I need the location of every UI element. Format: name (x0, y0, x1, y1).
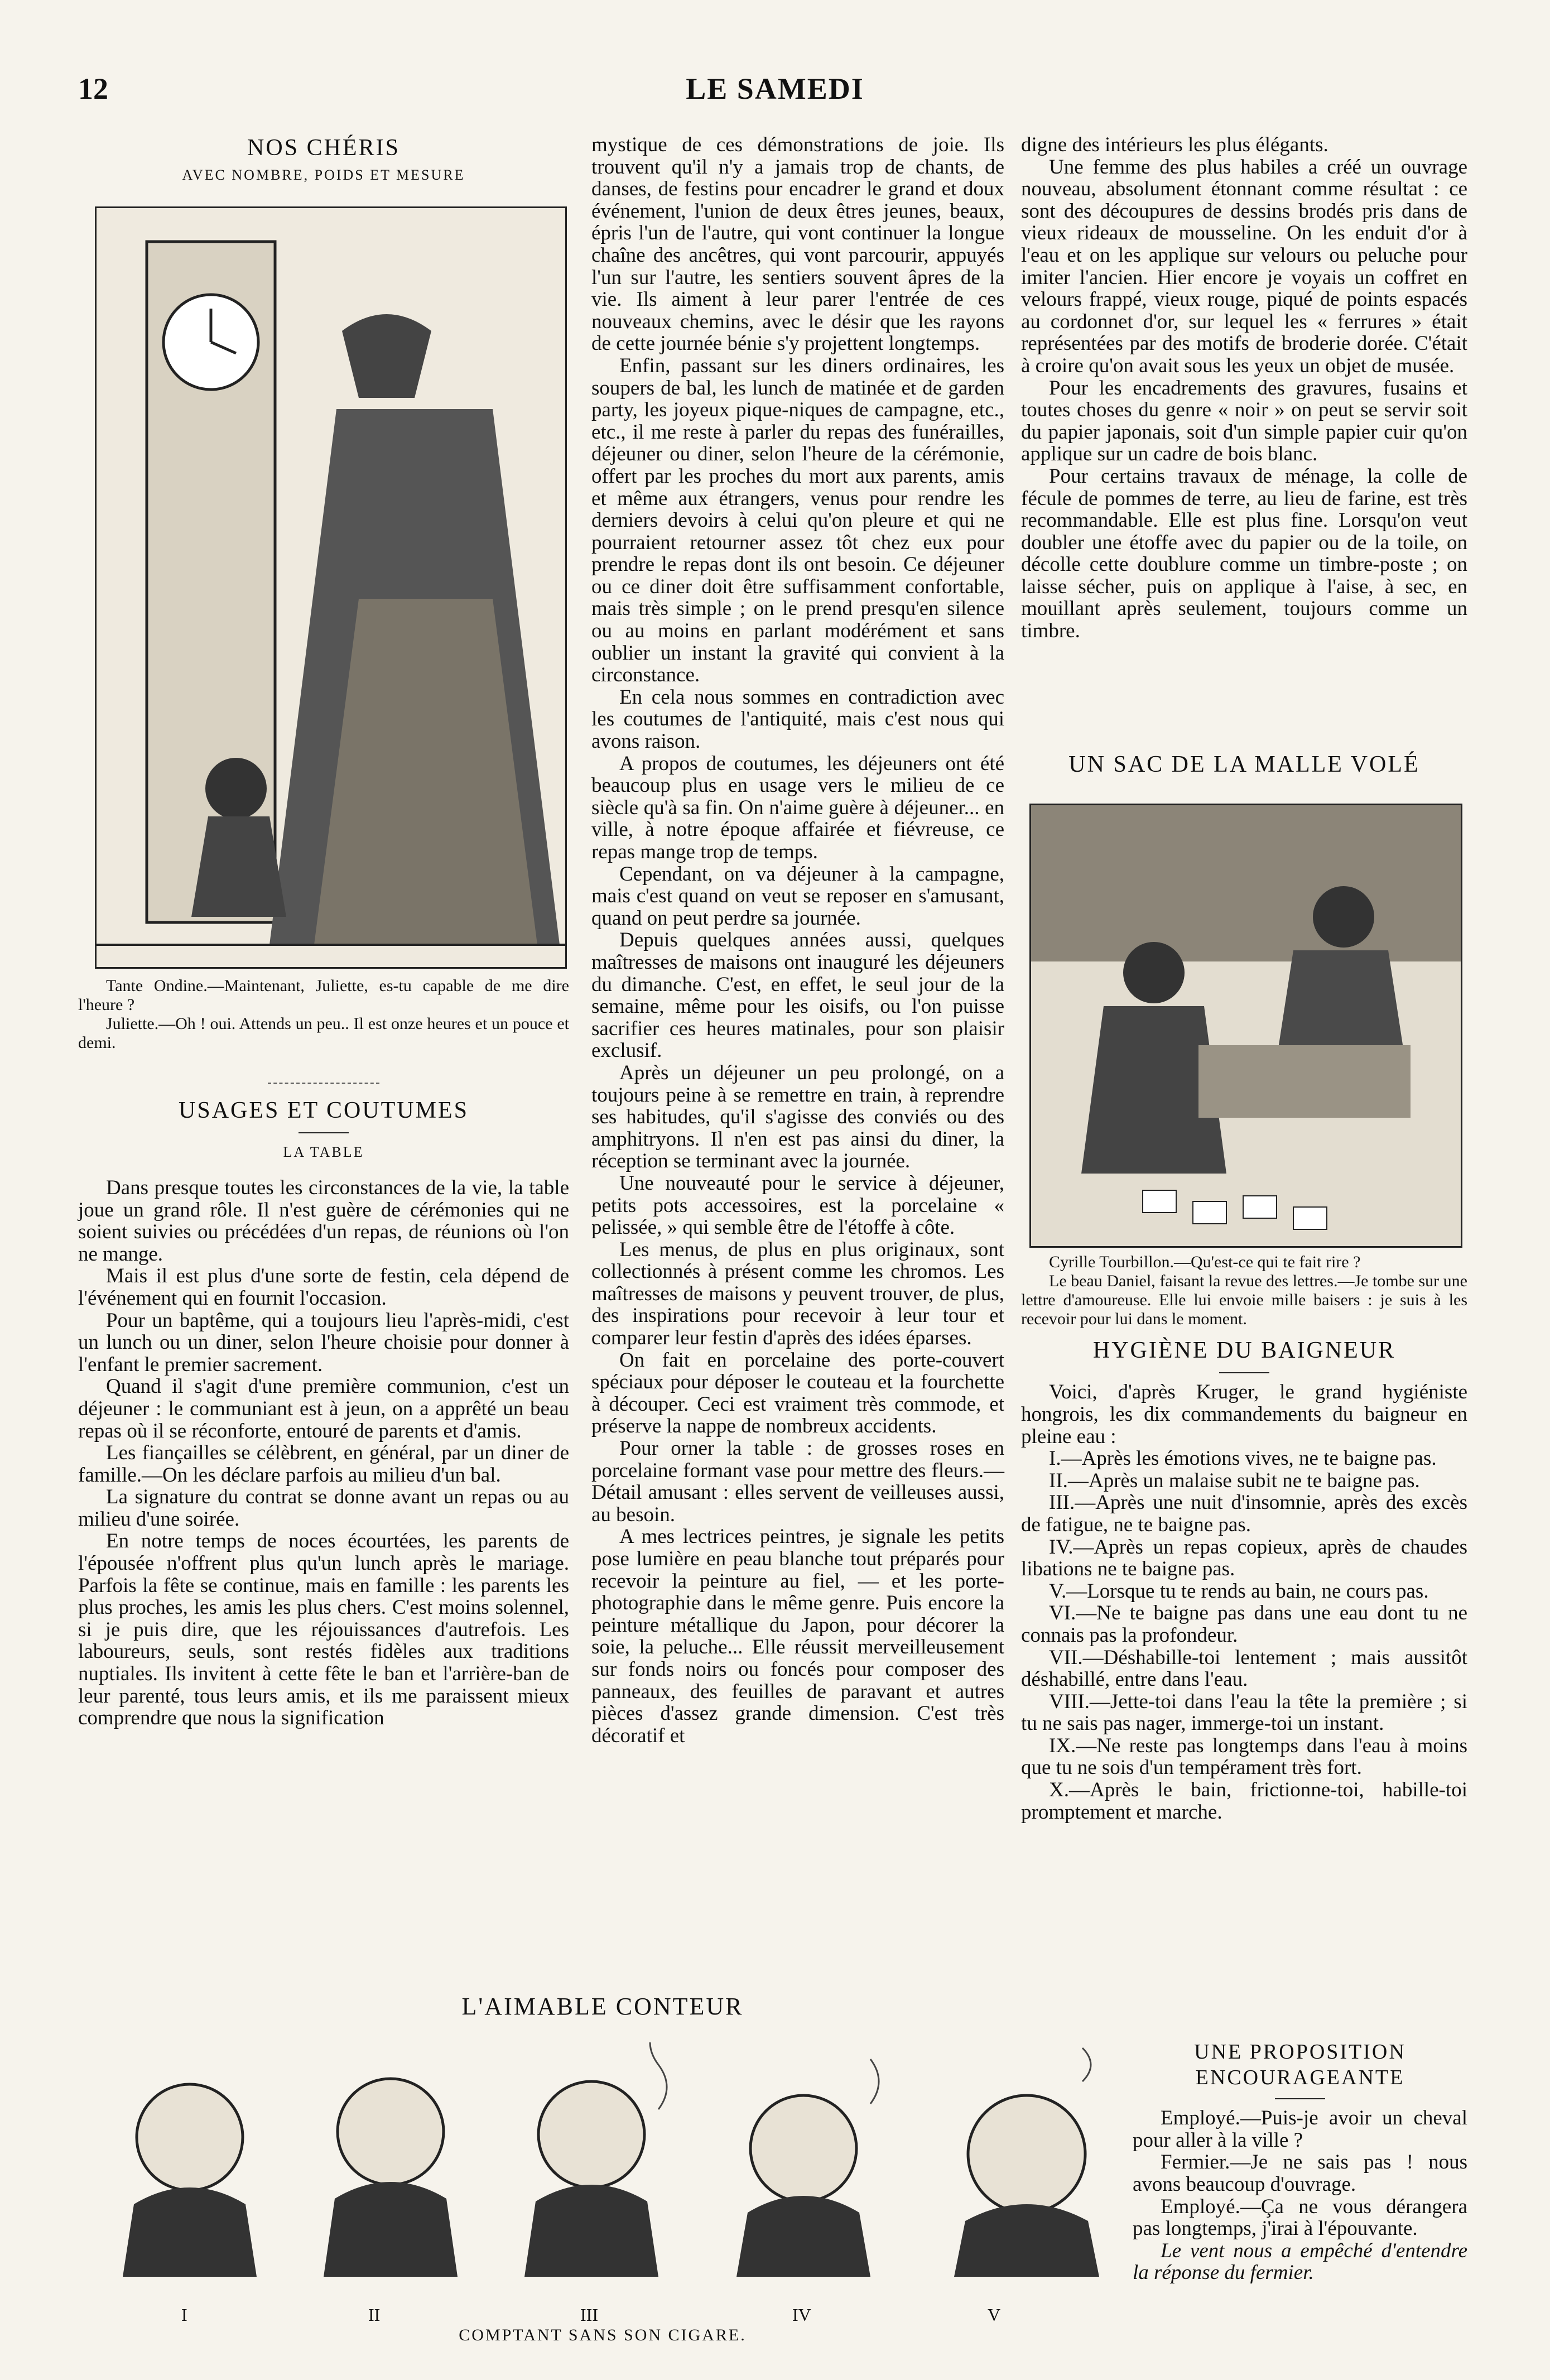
proposition-line: Employé.—Puis-je avoir un cheval pour aller à la ville ? (1133, 2107, 1467, 2152)
usages-paragraph: En notre temps de noces écourtées, les parents de l'épousée n'offrent plus qu'un lunch après le mariage. Parfois la fête se continue, mais en famille : les parents les plus proches, les amis les plus chers. C'est moins solennel, si je puis dire, que les réjouissances d'autrefois. Les laboureurs, seuls, sont restés fidèles aux traditions nuptiales. Ils invitent à cette fête le ban et l'arrière-ban de leur parenté, tous leurs amis, et ils me paraissent mieux comprendre que nous la signification (78, 1530, 569, 1730)
sac-caption-1: Cyrille Tourbillon.—Qu'est-ce qui te fait rire ? (1049, 1253, 1361, 1271)
title-rule (1219, 1372, 1269, 1373)
hygiene-rule: I.—Après les émotions vives, ne te baigne pas. (1049, 1447, 1437, 1470)
usages-paragraph: Pour un baptême, qui a toujours lieu l'après-midi, c'est un lunch ou un diner, selon l'heure choisie pour donner à l'enfant le premier sacrement. (78, 1309, 569, 1376)
usages-paragraph: Après un déjeuner un peu prolongé, on a toujours peine à se remettre en train, à reprendre ses habitudes, qu'il s'agisse des conviés ou des amphitryons. Il n'en est pas ainsi du diner, la réception se terminant avec la journée. (591, 1061, 1004, 1173)
hygiene-rule: VI.—Ne te baigne pas dans une eau dont tu ne connais pas la profondeur. (1021, 1602, 1467, 1647)
usages-paragraph: Les fiançailles se célèbrent, en général, par un diner de famille.—On les déclare parfois au milieu d'un bal. (78, 1441, 569, 1487)
proposition-section (1133, 2040, 1467, 2284)
usages-paragraph: En cela nous sommes en contradiction avec les coutumes de l'antiquité, mais c'est nous qui avons raison. (591, 685, 1004, 753)
conteur-numeral: I (181, 2305, 187, 2325)
sac-illustration (1029, 804, 1462, 1248)
usages-paragraph: mystique de ces démonstrations de joie. Ils trouvent qu'il n'y a jamais trop de chants, de danses, de festins pour encadrer le grand et doux événement, l'union de deux êtres jeunes, beaux, épris l'un de l'autre, qui vont continuer la longue chaîne des ancêtres, qui vont parcourir, appuyés l'un sur l'autre, les sentiers souvent âpres de la vie. Ils aiment à leur parer l'entrée de ces nouveaux chemins, avec le désir que les rayons de cette journée bénie s'y projettent longtemps. (591, 133, 1004, 355)
two-men-letters-drawing (1031, 805, 1461, 1246)
hygiene-rule: X.—Après le bain, frictionne-toi, habille-toi promptement et marche. (1021, 1778, 1467, 1824)
proposition-line: Employé.—Ça ne vous dérangera pas longtemps, j'irai à l'épouvante. (1133, 2195, 1467, 2240)
title-rule (1275, 2098, 1325, 2099)
proposition-title: UNE PROPOSITION ENCOURAGEANTE (1194, 2040, 1406, 2089)
usages-subtitle: LA TABLE (283, 1144, 364, 1161)
hygiene-rule: V.—Lorsque tu te rends au bain, ne cours pas. (1049, 1579, 1429, 1603)
proposition-closing: Le vent nous a empêché d'entendre la réponse du fermier. (1133, 2239, 1467, 2285)
usages-column-1 (78, 1097, 569, 1729)
nos-cheris-caption-2: Juliette.—Oh ! oui. Attends un peu.. Il est onze heures et un pouce et demi. (78, 1014, 569, 1052)
page-number: 12 (78, 72, 108, 105)
usages-paragraph: Depuis quelques années aussi, quelques maîtresses de maisons ont inauguré les déjeuners du dimanche. C'est, en effet, le seul jour de la semaine, même pour les oisifs, ou l'on puisse sacrifier ces heures matinales, pour son plaisir exclusif. (591, 929, 1004, 1062)
usages-title: USAGES ET COUTUMES (179, 1098, 469, 1123)
conteur-numeral: V (988, 2305, 1001, 2325)
usages-paragraph: Une femme des plus habiles a créé un ouvrage nouveau, absolument étonnant comme résultat : ce sont des découpures de dessins brodés pris dans de vieux rideaux de mousseline. On les enduit d'or à l'eau et on les applique sur velours ou peluche pour imiter l'ancien. Hier encore je voyais un coffret en velours frappé, vieux rouge, piqué de points espacés au cordonnet d'or, sur lequel les « ferrures » était représentées par des motifs de broderie dorée. C'était à croire qu'on avait sous les yeux un objet de musée. (1021, 155, 1467, 377)
nos-cheris-subtitle: AVEC NOMBRE, POIDS ET MESURE (182, 167, 465, 184)
sac-caption-2: Le beau Daniel, faisant la revue des lettres.—Je tombe sur une lettre d'amoureuse. Elle lui envoie mille baisers : je suis à les recevoir pour lui dans le moment. (1021, 1272, 1467, 1328)
nos-cheris-caption-1: Tante Ondine.—Maintenant, Juliette, es-tu capable de me dire l'heure ? (78, 977, 569, 1014)
sac-section (1021, 751, 1467, 778)
separator (268, 1083, 379, 1084)
hygiene-title: HYGIÈNE DU BAIGNEUR (1092, 1338, 1396, 1363)
nos-cheris-illustration (95, 206, 567, 969)
usages-paragraph: Quand il s'agit d'une première communion, c'est un déjeuner : le communiant est à jeun, on a apprêté un beau repas où il se réconforte, entouré de parents et d'amis. (78, 1375, 569, 1443)
hygiene-rule: VII.—Déshabille-toi lentement ; mais aussitôt déshabillé, entre dans l'eau. (1021, 1646, 1467, 1691)
usages-paragraph: Pour orner la table : de grosses roses en porcelaine formant vase pour mettre des fleurs.—Détail amusant : elles servent de veilleuses aussi, au besoin. (591, 1437, 1004, 1526)
sac-title: UN SAC DE LA MALLE VOLÉ (1068, 752, 1420, 777)
hygiene-rule: IX.—Ne reste pas longtemps dans l'eau à moins que tu ne sois d'un tempérament très fort. (1021, 1734, 1467, 1780)
usages-paragraph: A propos de coutumes, les déjeuners ont été beaucoup plus en usage vers le milieu de ce siècle qu'à sa fin. On n'aime guère à déjeuner... en ville, à notre époque affairée et fiévreuse, ce repas mange trop de temps. (591, 752, 1004, 863)
conteur-title: L'AIMABLE CONTEUR (461, 1993, 744, 2020)
masthead: LE SAMEDI (686, 72, 864, 105)
conteur-illustration (100, 2042, 1116, 2277)
five-faces-cigar-drawing (100, 2042, 1116, 2277)
conteur-numeral: IV (792, 2305, 811, 2325)
usages-paragraph: Mais il est plus d'une sorte de festin, cela dépend de l'événement qui en fournit l'occasion. (78, 1264, 569, 1310)
hygiene-rule: VIII.—Jette-toi dans l'eau la tête la première ; si tu ne sais pas nager, immerge-toi un instant. (1021, 1690, 1467, 1735)
usages-paragraph: Cependant, on va déjeuner à la campagne, mais c'est quand on veut se reposer en s'amusant, quand on peut perdre sa journée. (591, 862, 1004, 930)
clock-woman-child-drawing (97, 208, 565, 967)
hygiene-section (1021, 1336, 1467, 1823)
usages-column-2 (591, 134, 1004, 1747)
usages-paragraph: A mes lectrices peintres, je signale les petits pose lumière en peau blanche tout préparés pour recevoir la peinture au fiel, — et les porte-photographie dans le même genre. Puis encore la peinture métallique du Japon, pour décorer la soie, la peluche... Elle réussit merveilleusement sur fonds noirs ou foncés pour composer des panneaux, des feuilles de paravant et autres pièces d'assez grande dimension. C'est très décoratif et (591, 1525, 1004, 1747)
usages-paragraph: La signature du contrat se donne avant un repas ou au milieu d'une soirée. (78, 1485, 569, 1531)
nos-cheris-title: NOS CHÉRIS (247, 135, 400, 161)
usages-paragraph: Dans presque toutes les circonstances de la vie, la table joue un grand rôle. Il n'est guère de cérémonies qui ne soient suivies ou précédées d'un repas, de réunions où l'on ne mange. (78, 1176, 569, 1266)
conteur-numeral: III (580, 2305, 598, 2325)
title-rule (299, 1132, 349, 1133)
usages-paragraph: Une nouveauté pour le service à déjeuner, petits pots accessoires, est la porcelaine « pelissée, » qui semble être de l'étoffe à côte. (591, 1171, 1004, 1239)
sac-caption (1021, 1253, 1467, 1329)
proposition-line: Fermier.—Je ne sais pas ! nous avons beaucoup d'ouvrage. (1133, 2151, 1467, 2196)
usages-paragraph: Enfin, passant sur les diners ordinaires, les soupers de bal, les lunch de matinée et de garden party, les joyeux pique-niques de campagne, etc., etc., il me reste à parler du repas des funérailles, déjeuner ou diner, selon l'heure de la cérémonie, offert par les proches du mort aux parents, amis et même aux étrangers, venus pour rendre les derniers devoirs à celui qu'on pleure et qui ne pourraient retourner assez tôt chez eux pour prendre le repas dont ils ont besoin. Ce déjeuner ou ce diner doit être suffisamment confortable, mais très simple ; on le prend presqu'en silence ou au moins en parlant modérément et sans oublier un instant la gravité qui convient à la circonstance. (591, 354, 1004, 687)
hygiene-rule: IV.—Après un repas copieux, après de chaudes libations ne te baigne pas. (1021, 1535, 1467, 1581)
hygiene-rule: II.—Après un malaise subit ne te baigne pas. (1049, 1469, 1420, 1492)
usages-column-3 (1021, 134, 1467, 642)
conteur-numeral: II (368, 2305, 381, 2325)
nos-cheris-caption (78, 977, 569, 1052)
hygiene-rule: III.—Après une nuit d'insomnie, après des excès de fatigue, ne te baigne pas. (1021, 1491, 1467, 1536)
conteur-caption: COMPTANT SANS SON CIGARE. (459, 2326, 747, 2344)
usages-paragraph: Les menus, de plus en plus originaux, sont collectionnés à présent comme les chromos. Les maîtresses de maisons y peuvent trouver, de plus, des inspirations pour recevoir à leur tour et comparer leur festin d'après des idées éparses. (591, 1238, 1004, 1350)
usages-paragraph: Pour les encadrements des gravures, fusains et toutes choses du genre « noir » on peut se servir soit du papier japonais, soit d'un simple papier cuir qu'on applique sur un cadre de bois blanc. (1021, 376, 1467, 466)
usages-paragraph: Pour certains travaux de ménage, la colle de fécule de pommes de terre, au lieu de farine, est très recommandable. Elle est plus fine. Lorsqu'on veut doubler une étoffe avec du papier ou de la toile, on décolle cette doublure comme un timbre-poste ; on laisse sécher, puis on applique à l'aise, à sec, en mouillant après seulement, toujours comme un timbre. (1021, 464, 1467, 643)
usages-paragraph: On fait en porcelaine des porte-couvert spéciaux pour déposer le couteau et la fourchette à découper. Ceci est vraiment très commode, et préserve la nappe de nombreux accidents. (591, 1348, 1004, 1438)
usages-paragraph: digne des intérieurs les plus élégants. (1021, 133, 1328, 156)
hygiene-intro: Voici, d'après Kruger, le grand hygiéniste hongrois, les dix commandements du baigneur en pleine eau : (1021, 1381, 1467, 1448)
column-1 (78, 134, 569, 186)
